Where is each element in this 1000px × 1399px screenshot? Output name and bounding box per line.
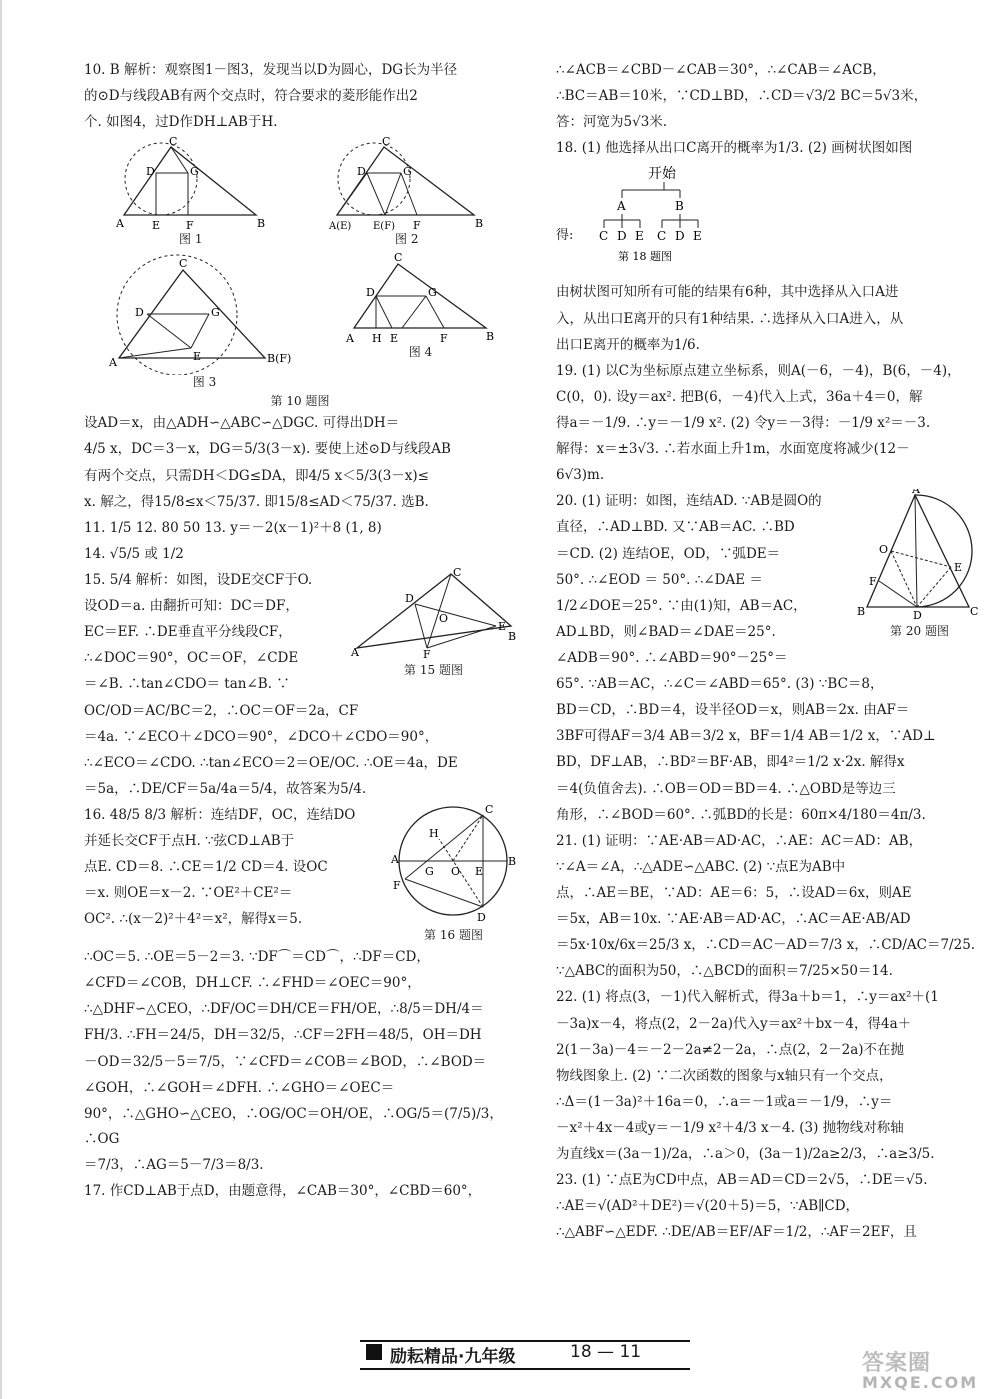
scan-edge-left (0, 0, 2, 1399)
q20-line-4: 50°. ∴∠EOD ＝ 50°. ∴∠DAE ＝ (556, 571, 763, 588)
q10-figure-1 (116, 137, 266, 248)
tree-bd: D (675, 229, 685, 244)
q16-body-2: ∠CFD＝∠COB，DH⊥CF. ∴∠FHD＝∠OEC＝90°， (84, 975, 421, 992)
q15-label-c: C (453, 567, 462, 579)
q20-body-1: BD＝CD，∴BD＝4，设半径OD＝x，则AB＝2x. 由AF＝ (556, 702, 910, 719)
watermark (862, 1346, 994, 1394)
fig1-label-f: F (185, 219, 194, 233)
fig2-label-ae: A(E) (329, 221, 352, 233)
q10-figure-3 (105, 250, 305, 391)
fig3-label-g: G (210, 305, 220, 319)
fig1-label-e: E (151, 219, 160, 233)
q20-label-e: E (954, 561, 963, 575)
q20-body-2: 3BF可得AF＝3/4 AB＝3/2 x，BF＝1/4 AB＝1/2 x，∵AD⊥ (556, 728, 936, 745)
figure-4-label: 图 4 (408, 344, 433, 359)
q20-line-6: AD⊥BD，则∠BAD＝∠DAE＝25°. (556, 623, 776, 640)
q10-figures-row-2 (84, 250, 516, 391)
figure-1-diagram (116, 137, 266, 232)
q10-body-2: 4/5 x，DC＝3－x，DG＝5/3(3－x). 要使上述⊙D与线段AB (84, 441, 451, 458)
q20-label-c: C (970, 605, 979, 619)
q10-body-3: 有两个交点，只需DH＜DG≤DA，即4/5 x＜5/3(3－x)≤ (84, 467, 429, 484)
fig3-label-bf: B(F) (266, 351, 291, 365)
q16-label-c: C (485, 802, 494, 816)
q15-line-2: 设OD＝a. 由翻折可知：DC＝DF， (84, 598, 299, 615)
q16-body-8: ＝7/3，∴AG＝5－7/3＝8/3. (84, 1157, 264, 1174)
q22-line-1: 22. (1) 将点(3，－1)代入解析式，得3a＋b＝1，∴y＝ax²＋(1 (556, 989, 939, 1006)
fig4-label-c: C (393, 250, 402, 264)
watermark-logo-text: 答案圈 (862, 1351, 932, 1376)
q15-line-3: EC＝EF. ∴DE垂直平分线段CF， (84, 624, 292, 641)
q21-line-1: 21. (1) 证明：∵AE·AB＝AD·AC，∴AE：AC＝AD：AB， (556, 832, 923, 849)
q17-line-2: ∴BC＝AB＝10米，∵CD⊥BD，∴CD＝√3/2 BC＝5√3米， (556, 88, 928, 105)
q17-continued (556, 58, 982, 135)
q15-label-o: O (439, 611, 449, 625)
tree-start: 开始 (648, 166, 676, 183)
q15-label-e: E (498, 619, 507, 633)
fig3-label-e: E (192, 349, 201, 363)
q15-line-4: ∴∠DOC＝90°，OC＝OF，∠CDE (84, 650, 299, 667)
q19-line-5: 6√3)m. (556, 467, 605, 484)
question-14: 14. √5/5 或 1/2 (84, 545, 184, 562)
q10-figures-row-1 (84, 137, 516, 248)
q16-body-3: ∴△DHF∽△CEO，∴DF/OC＝DH/CE＝FH/OE，∴8/5＝DH/4＝ (84, 1001, 484, 1018)
q22-line-4: 物线图象上. (2) ∵二次函数的图象与x轴只有一个交点， (556, 1067, 893, 1084)
q15-line-9: ＝5a，∴DE/CF＝5a/4a＝5/4，故答案为5/4. (84, 780, 367, 797)
question-23 (556, 1168, 982, 1245)
page-footer (360, 1336, 690, 1370)
q16-label-h: H (429, 826, 439, 840)
fig4-label-e: E (389, 331, 398, 345)
q20-line-2: 直径，∴AD⊥BD. 又∵AB＝AC. ∴BD (556, 519, 795, 536)
q23-line-3: ∴△ABF∽△EDF. ∴DE/AB＝EF/AF＝1/2，∴AF＝2EF，且 (556, 1224, 917, 1241)
fig3-label-a: A (108, 355, 117, 369)
q15-diagram (351, 568, 516, 658)
q16-label-b: B (508, 854, 516, 868)
q18-tree-diagram (556, 162, 982, 280)
q10-body-1: 设AD＝x，由△ADH∽△ABC∽△DGC. 可得出DH＝ (84, 415, 400, 432)
q16-line-5: OC². ∴(x－2)²＋4²＝x²，解得x＝5. (84, 911, 303, 928)
fig3-label-c: C (178, 256, 187, 270)
q20-line-1: 20. (1) 证明：如图，连结AD. ∵AB是圆O的 (556, 493, 822, 510)
q20-figure (857, 489, 982, 639)
fig4-label-d: D (365, 285, 375, 299)
q15-line-5: ＝∠B. ∴tan∠CDO＝ tan∠B. ∵ (84, 676, 290, 693)
tree-ae: E (635, 229, 644, 244)
q16-figure (391, 803, 516, 943)
q23-line-1: 23. (1) ∵点E为CD中点，AB＝AD＝CD＝2√5，∴DE＝√5. (556, 1172, 928, 1189)
q16-solution (84, 945, 516, 1178)
q16-label-a: A (391, 852, 399, 866)
figure-3-label: 图 3 (192, 374, 217, 389)
q10-line-2: 的⊙D与线段AB有两个交点时，符合要求的菱形能作出2 (84, 88, 418, 105)
fig1-label-c: C (168, 137, 178, 149)
q19-line-1: 19. (1) 以C为坐标原点建立坐标系，则A(－6，－4)，B(6，－4)， (556, 362, 961, 379)
q20-line-3: ＝CD. (2) 连结OE，OD，∵弧DE＝ (556, 545, 781, 562)
q20-label-f: F (869, 575, 877, 589)
q16-diagram (391, 803, 516, 923)
q18-tree-prefix: 得: (556, 228, 574, 244)
left-column (84, 58, 516, 1205)
q22-line-7: 为直线x＝(3a－1)/2a，∴a＞0，(3a－1)/2a≥2/3，∴a≥3/5. (556, 1146, 935, 1163)
q15-line-6: OC/OD＝AC/BC＝2，∴OC＝OF＝2a，CF (84, 702, 359, 719)
tree-ad: D (617, 229, 627, 244)
q10-body-4: x. 解之，得15/8≤x＜75/37. 即15/8≤AD＜75/37. 选B. (84, 493, 429, 510)
q10-figure-2 (329, 137, 484, 248)
figure-2-diagram (329, 137, 484, 232)
q20-label-d: D (913, 609, 922, 620)
figure-3-diagram (105, 250, 305, 375)
fig2-label-b: B (475, 217, 484, 231)
q10-line-3: 个. 如图4，过D作DH⊥AB于H. (84, 114, 278, 131)
q22-line-2: －3a)x－4，将点(2，2－2a)代入y＝ax²＋bx－4，得4a＋ (556, 1015, 912, 1032)
q15-figure-caption: 第 15 题图 (404, 662, 463, 677)
q15-label-f: F (423, 647, 431, 658)
question-16 (84, 802, 516, 942)
fig1-label-g: G (189, 165, 199, 179)
q16-figure-caption: 第 16 题图 (424, 927, 483, 942)
q16-body-4: FH/3. ∴FH＝24/5，DH＝32/5，∴CF＝2FH＝48/5，OH＝DH (84, 1027, 482, 1044)
fig4-label-g: G (427, 285, 437, 299)
right-column (556, 58, 982, 1246)
q18-figure-caption: 第 18 题图 (618, 250, 672, 264)
q22-line-3: 2(1－3a)－4＝－2－2a≠2－2a，∴点(2，2－2a)不在抛 (556, 1041, 905, 1058)
q16-label-g: G (425, 864, 434, 878)
fig2-label-f: F (413, 219, 421, 233)
q16-body-6: ∠GOH，∴∠GOH＝∠DFH. ∴∠GHO＝∠OEC＝ (84, 1079, 395, 1096)
page-number: 18 — 11 (570, 1342, 642, 1362)
tree-a: A (617, 199, 626, 214)
tree-ac: C (599, 229, 609, 244)
q20-diagram (857, 489, 982, 619)
tree-bc: C (657, 229, 667, 244)
questions-11-13: 11. 1/5 12. 80 50 13. y＝－2(x－1)²＋8 (1, 8) (84, 519, 382, 536)
q20-label-b: B (857, 605, 866, 619)
tree-be: E (693, 229, 702, 244)
q18-body-2: 入，从出口E离开的只有1种结果. ∴选择从入口A进入，从 (556, 310, 904, 327)
q16-label-e: E (475, 864, 484, 878)
q20-body-3: BD，DF⊥AB，∴BD²＝BF·AB，即4²＝1/2 x·2x. 解得x (556, 754, 905, 771)
q21-line-6: ∵△ABC的面积为50，∴△BCD的面积＝7/25×50＝14. (556, 963, 893, 980)
fig4-label-b: B (485, 329, 494, 343)
q20-line-5: 1/2∠DOE＝25°. ∵由(1)知，AB＝AC， (556, 597, 807, 614)
tree-svg (596, 162, 736, 267)
q16-line-2: 并延长交CF于点H. ∵弦CD⊥AB于 (84, 833, 295, 850)
q22-line-6: －x²＋4x－4或y＝－1/9 x²＋4/3 x－4. (3) 抛物线对称轴 (556, 1119, 904, 1136)
q21-line-2: ∵∠A＝∠A，∴△ADE∽△ABC. (2) ∵点E为AB中 (556, 858, 846, 875)
question-20 (556, 489, 982, 697)
q20-figure-caption: 第 20 题图 (890, 623, 949, 638)
fig2-label-d: D (357, 165, 367, 179)
q17-line-3: 答：河宽为5√3米. (556, 114, 668, 131)
q16-label-d: D (477, 910, 486, 923)
q20-label-a: A (912, 489, 920, 497)
q15-label-a: A (351, 645, 359, 658)
question-21 (556, 829, 982, 985)
q16-line-1: 16. 48/5 8/3 解析：连结DF，OC，连结DO (84, 806, 356, 823)
fig4-label-a: A (345, 331, 354, 345)
fig2-label-ef: E(F) (373, 221, 396, 233)
question-17: 17. 作CD⊥AB于点D，由题意得，∠CAB＝30°，∠CBD＝60°， (84, 1183, 482, 1200)
q10-solution (84, 411, 516, 514)
q22-line-5: ∴Δ＝(1－3a)²＋16a＝0，∴a＝－1或a＝－1/9，∴y＝ (556, 1093, 893, 1110)
watermark-url: MXQE.COM (862, 1373, 979, 1392)
fig4-label-h: H (371, 331, 382, 345)
tree-b: B (675, 199, 684, 214)
q16-line-3: 点E. CD＝8. ∴CE＝1/2 CD＝4. 设OC (84, 859, 328, 876)
question-10 (84, 58, 516, 135)
fig1-label-b: B (256, 217, 265, 231)
fig4-label-f: F (439, 331, 448, 345)
q15-label-d: D (405, 591, 414, 605)
q21-line-3: 点，∴AE＝BE，∵AD：AE＝6：5，∴设AD＝6x，则AE (556, 884, 912, 901)
q21-line-4: ＝5x，AB＝10x. ∵AE·AB＝AD·AC，∴AC＝AE·AB/AD (556, 911, 911, 928)
q16-body-5: －OD＝32/5－5＝7/5，∵∠CFD＝∠COB＝∠BOD，∴∠BOD＝ (84, 1053, 487, 1070)
q20-body-5: 角形，∴∠BOD＝60°. ∴弧BD的长是：60π×4/180＝4π/3. (556, 806, 926, 823)
figure-4-diagram (346, 250, 496, 345)
q15-line-8: ∴∠ECO＝∠CDO. ∴tan∠ECO＝2＝OE/OC. ∴OE＝4a，DE (84, 754, 458, 771)
q19-line-3: 得a＝－1/9. ∴y＝－1/9 x². (2) 令y＝－3得：－1/9 x²＝－3. (556, 414, 931, 431)
footer-title: 励耘精品·九年级 (390, 1347, 516, 1367)
q18-head: 18. (1) 他选择从出口C离开的概率为1/3. (2) 画树状图如图 (556, 140, 913, 157)
q16-label-f: F (393, 878, 401, 892)
q10-figure-4 (346, 250, 496, 361)
q10-figure-caption: 第 10 题图 (270, 393, 330, 408)
q20-solution (556, 698, 982, 828)
q16-body-7: 90°，∴△GHO∽△CEO，∴OG/OC＝OH/OE，∴OG/5＝(7/5)/3，∴OG (84, 1105, 503, 1147)
question-18 (556, 136, 982, 357)
fig1-label-d: D (145, 165, 155, 179)
fig2-label-c: C (382, 137, 391, 149)
q10-line-1: 10. B 解析：观察图1－图3，发现当以D为圆心，DG长为半径 (84, 62, 458, 78)
fig2-label-g: G (403, 165, 413, 179)
fig1-label-a: A (115, 217, 124, 231)
figure-2-label: 图 2 (395, 232, 419, 247)
q16-line-4: ＝x. 则OE＝x－2. ∵OE²＋CE²＝ (84, 885, 293, 902)
question-22 (556, 985, 982, 1167)
q18-body-3: 出口E离开的概率为1/6. (556, 336, 700, 353)
footer-block-icon (366, 1344, 382, 1360)
q16-label-o: O (451, 864, 461, 878)
q15-line-1: 15. 5/4 解析：如图，设DE交CF于O. (84, 571, 313, 588)
q19-line-2: C(0，0). 设y＝ax². 把B(6，－4)代入上式，36a＋4＝0，解 (556, 388, 923, 405)
q20-body-4: ＝4(负值舍去). ∴OB＝OD＝BD＝4. ∴△OBD是等边三 (556, 780, 896, 797)
q15-line-7: ＝4a. ∵∠ECO＋∠DCO＝90°，∠DCO＋∠CDO＝90°， (84, 728, 439, 745)
q20-label-o: O (879, 543, 889, 557)
fig3-label-d: D (134, 305, 144, 319)
q16-body-1: ∴OC＝5. ∴OE＝5－2＝3. ∵DF⌒＝CD⌒，∴DF＝CD， (84, 949, 430, 966)
q21-line-5: ＝5x·10x/6x＝25/3 x，∴CD＝AC－AD＝7/3 x，∴CD/AC＝7/25. (556, 937, 976, 954)
q17-line-1: ∴∠ACB＝∠CBD－∠CAB＝30°，∴∠CAB＝∠ACB， (556, 62, 886, 78)
figure-1-label: 图 1 (179, 232, 203, 247)
q18-body-1: 由树状图可知所有可能的结果有6种，其中选择从入口A进 (556, 284, 899, 301)
q19-line-4: 解得：x＝±3√3. ∴若水面上升1m，水面宽度将减少(12－ (556, 441, 910, 458)
q15-label-b: B (508, 629, 516, 643)
q15-figure (351, 568, 516, 678)
q20-line-8: 65°. ∵AB＝AC，∴∠C＝∠ABD＝65°. (3) ∵BC＝8， (556, 676, 884, 693)
question-15 (84, 568, 516, 802)
q23-line-2: ∴AE＝√(AD²＋DE²)＝√(20＋5)＝5，∵AB∥CD， (556, 1198, 860, 1215)
question-19 (556, 359, 982, 489)
q20-line-7: ∠ADB＝90°. ∴∠ABD＝90°－25°＝ (556, 649, 788, 666)
